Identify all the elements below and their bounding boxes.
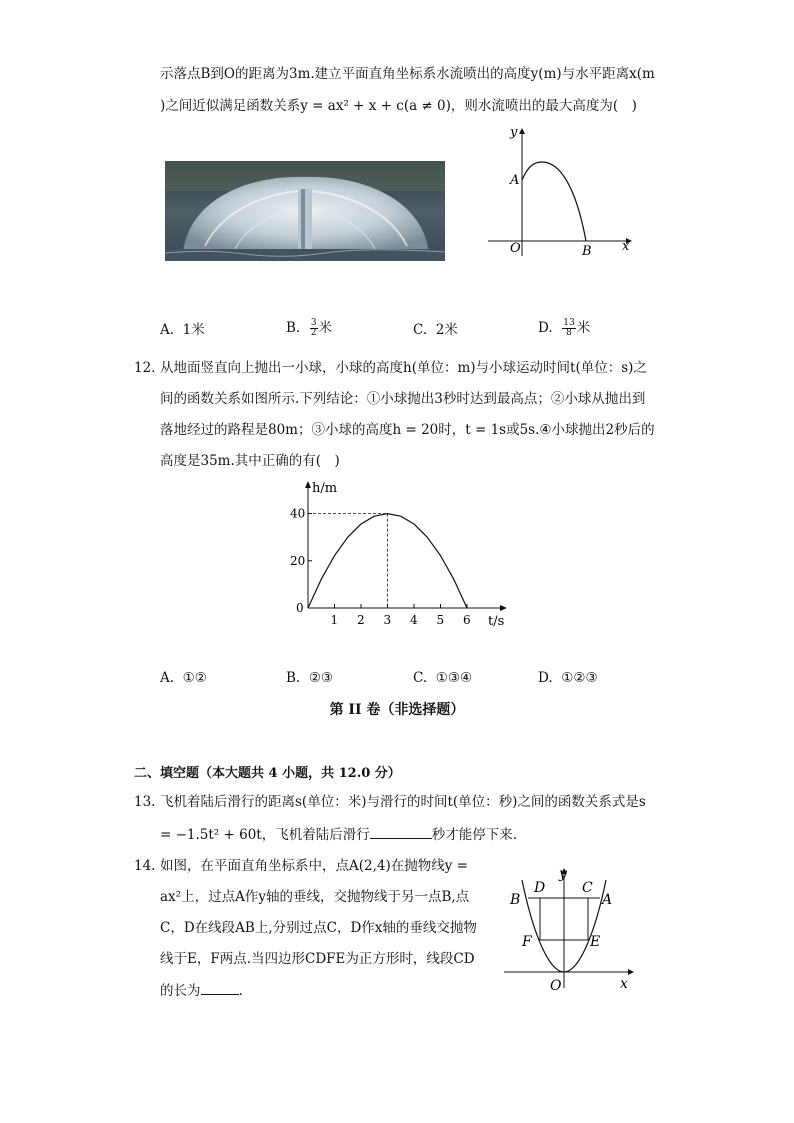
option-letter: C. (413, 670, 428, 686)
x-axis-label: t/s (488, 614, 505, 629)
y-axis-arrow (305, 481, 311, 488)
option-text: ①②③ (561, 670, 598, 686)
y-axis-label: h/m (312, 481, 338, 496)
q11-line-1: 示落点B到O的距离为3m.建立平面直角坐标系水流喷出的高度y(m)与水平距离x(m (160, 66, 655, 82)
q11-option-c[interactable] (413, 320, 458, 340)
q14-line-1: 如图，在平面直角坐标系中，点A(2,4)在抛物线y = (160, 858, 468, 874)
fraction: $\frac{13}{8}$ (563, 318, 575, 338)
x-tick-label-2: 2 (357, 613, 365, 627)
part-two-title: 第 II 卷（非选择题） (329, 702, 465, 718)
option-letter: C. (413, 322, 428, 338)
q14-answer-blank[interactable] (201, 980, 239, 995)
q13-line-2 (160, 824, 517, 845)
point-a-label: A (510, 173, 520, 188)
q14-number: 14. (134, 858, 156, 874)
y-axis-arrow (519, 128, 525, 134)
option-text: ①② (182, 670, 207, 686)
q12-option-b[interactable] (286, 668, 333, 688)
x-axis-arrow (628, 969, 634, 975)
q14-graph (498, 866, 638, 996)
parabola-curve (522, 162, 586, 241)
point-b-label: B (582, 244, 592, 259)
q14-line-2: ax²上，过点A作y轴的垂线，交抛物线于另一点B,点 (160, 889, 470, 905)
q13-answer-blank[interactable] (370, 824, 432, 839)
origin-label: O (510, 241, 521, 256)
x-tick-label-3: 3 (383, 613, 392, 627)
q11-graph (480, 122, 640, 262)
point-c-label: C (582, 880, 593, 896)
option-letter: B. (286, 670, 301, 686)
point-d-label: D (534, 880, 546, 896)
chart-axes (305, 481, 507, 611)
q12-number: 12. (134, 360, 156, 376)
option-letter: A. (160, 322, 175, 338)
q11-option-d[interactable] (538, 318, 590, 338)
option-text: 1米 (182, 322, 205, 338)
option-letter: B. (286, 320, 301, 336)
y-label: y (510, 125, 518, 140)
y-tick-label-40: 40 (290, 506, 306, 521)
fraction: $\frac{3}{2}$ (310, 318, 317, 338)
q12-line-3: 落地经过的路程是80m；③小球的高度h = 20时，t = 1s或5s.④小球抛出2秒后的 (160, 422, 655, 438)
x-tick-label-1: 1 (330, 613, 339, 627)
q14-line-3: C，D在线段AB上,分别过点C，D作x轴的垂线交抛物 (160, 920, 477, 936)
option-letter: D. (538, 670, 553, 686)
point-b-label: B (510, 892, 521, 908)
x-label: x (622, 239, 630, 254)
q12-chart (280, 476, 520, 634)
y-tick-label-0: 0 (296, 601, 304, 615)
q11-option-b[interactable] (286, 318, 332, 338)
q12-option-c[interactable] (413, 668, 472, 688)
x-axis-arrow (500, 605, 507, 611)
y-label: y (559, 866, 567, 882)
q12-option-a[interactable] (160, 668, 207, 688)
x-tick-label-4: 4 (410, 613, 418, 627)
point-a-label: A (602, 892, 613, 908)
q12-option-d[interactable] (538, 668, 598, 688)
option-letter: D. (538, 320, 553, 336)
option-text: ①③④ (435, 670, 473, 686)
q11-option-a[interactable] (160, 320, 205, 340)
q11-line-2: )之间近似满足函数关系y = ax² + x + c(a ≠ 0)，则水流喷出的最大高度为( ) (160, 98, 637, 114)
x-label: x (620, 976, 628, 992)
origin-label: O (550, 978, 562, 994)
q13-tail: 秒才能停下来. (431, 827, 518, 843)
x-tick-label-5: 5 (436, 613, 445, 627)
point-e-label: E (590, 934, 601, 950)
point-f-label: F (522, 934, 532, 950)
q14-line-4: 线于E，F两点.当四边形CDFE为正方形时，线段CD (160, 951, 475, 967)
option-text: ②③ (308, 670, 334, 686)
fountain-photo (165, 161, 445, 261)
q13-number: 13. (134, 794, 156, 810)
q14-line-5 (160, 980, 243, 1001)
q12-line-4: 高度是35m.其中正确的有( ) (160, 453, 340, 469)
option-unit: 米 (576, 320, 591, 336)
q13-line-1: 飞机着陆后滑行的距离s(单位：米)与滑行的时间t(单位：秒)之间的函数关系式是s (160, 794, 646, 810)
option-letter: A. (160, 670, 175, 686)
x-tick-label-6: 6 (463, 613, 471, 627)
y-tick-label-20: 20 (290, 553, 306, 568)
option-unit: 米 (318, 320, 333, 336)
q12-line-1: 从地面竖直向上抛出一小球，小球的高度h(单位：m)与小球运动时间t(单位：s)之 (160, 360, 647, 376)
q14-tail: . (238, 983, 243, 999)
q12-line-2: 间的函数关系如图所示.下列结论：①小球抛出3秒时达到最高点；②小球从抛出到 (160, 391, 646, 407)
q14-prefix: 的长为 (160, 983, 201, 999)
section-two-title: 二、填空题（本大题共 4 小题，共 12.0 分） (134, 766, 401, 781)
option-text: 2米 (435, 322, 458, 338)
q13-formula: = −1.5t² + 60t，飞机着陆后滑行 (160, 827, 370, 843)
